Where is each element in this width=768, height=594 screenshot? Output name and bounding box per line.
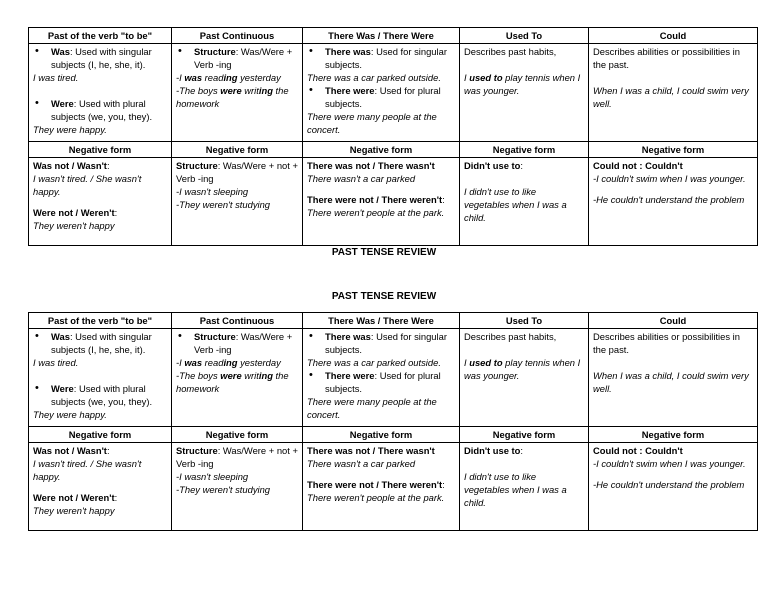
neg-structure: Structure: Was/Were + not + Verb -ing — [176, 445, 298, 469]
cell-could-negative — [589, 443, 758, 531]
header-used-to: Used To — [460, 313, 589, 329]
cell-there-positive — [303, 44, 460, 142]
negative-header-could: Negative form — [589, 142, 758, 158]
example-continuous-2: -The boys were writing the homework — [176, 85, 289, 109]
negative-header-continuous: Negative form — [172, 427, 303, 443]
example-could: When I was a child, I could swim very well. — [593, 370, 749, 394]
neg-were-term: Were not / Weren't: — [33, 207, 118, 218]
example-continuous-1: -I was reading yesterday — [176, 357, 281, 368]
used-to-desc: Describes past habits, — [464, 46, 557, 57]
bullet-there-were: • There were: Used for plural subjects. — [307, 369, 455, 395]
could-desc: Describes abilities or possibilities in the past. — [593, 331, 740, 355]
neg-was-term: Was not / Wasn't: — [33, 160, 110, 171]
neg-example-used-to: I didn't use to like vegetables when I was a child. — [464, 186, 567, 223]
example-were: They were happy. — [33, 409, 107, 420]
example-there-was: There was a car parked outside. — [307, 357, 441, 368]
neg-there-was-term: There was not / There wasn't — [307, 160, 435, 171]
header-row — [29, 313, 758, 329]
negative-header-there: Negative form — [303, 142, 460, 158]
neg-example-used-to: I didn't use to like vegetables when I was a child. — [464, 471, 567, 508]
example-there-were: There were many people at the concert. — [307, 396, 437, 420]
neg-example-were: They weren't happy — [33, 505, 115, 516]
negative-header-continuous: Negative form — [172, 142, 303, 158]
example-was: I was tired. — [33, 72, 79, 83]
cell-to-be-negative — [29, 158, 172, 246]
negative-header-to-be: Negative form — [29, 142, 172, 158]
cell-there-negative — [303, 158, 460, 246]
neg-there-were-term: There were not / There weren't: — [307, 194, 445, 205]
review-table-1 — [28, 27, 758, 246]
negative-row — [29, 443, 758, 531]
could-desc: Describes abilities or possibilities in the past. — [593, 46, 740, 70]
cell-continuous-negative — [172, 158, 303, 246]
neg-example-continuous-1: -I wasn't sleeping — [176, 186, 249, 197]
neg-example-continuous-2: -They weren't studying — [176, 484, 271, 495]
example-were: They were happy. — [33, 124, 107, 135]
bullet-there-were: • There were: Used for plural subjects. — [307, 84, 455, 110]
header-there-was: There Was / There Were — [303, 313, 460, 329]
neg-example-was: I wasn't tired. / She wasn't happy. — [33, 458, 142, 482]
example-used-to: I used to play tennis when I was younger. — [464, 357, 581, 381]
bullet-was: • Was: Used with singular subjects (I, he, she, it). — [33, 330, 167, 356]
cell-used-to-positive — [460, 329, 589, 427]
review-table-2 — [28, 312, 758, 531]
header-row — [29, 28, 758, 44]
page-title-1: PAST TENSE REVIEW — [331, 247, 437, 258]
bullet-structure: • Structure: Was/Were + Verb -ing — [176, 45, 298, 71]
header-could: Could — [589, 28, 758, 44]
cell-used-to-negative — [460, 158, 589, 246]
neg-could-term: Could not : Couldn't — [593, 445, 683, 456]
negative-row — [29, 158, 758, 246]
neg-structure: Structure: Was/Were + not + Verb -ing — [176, 160, 298, 184]
negative-header-could: Negative form — [589, 427, 758, 443]
cell-continuous-negative — [172, 443, 303, 531]
bullet-were: • Were: Used with plural subjects (we, you, they). — [33, 382, 167, 408]
bullet-there-was: • There was: Used for singular subjects. — [307, 45, 455, 71]
used-to-desc: Describes past habits, — [464, 331, 557, 342]
neg-example-there-was: There wasn't a car parked — [307, 173, 416, 184]
header-used-to: Used To — [460, 28, 589, 44]
cell-to-be-positive — [29, 44, 172, 142]
bullet-was: • Was: Used with singular subjects (I, he, she, it). — [33, 45, 167, 71]
neg-example-there-were: There weren't people at the park. — [307, 492, 445, 503]
bullet-there-was: • There was: Used for singular subjects. — [307, 330, 455, 356]
example-there-were: There were many people at the concert. — [307, 111, 437, 135]
header-to-be: Past of the verb "to be" — [29, 28, 172, 44]
header-to-be: Past of the verb "to be" — [29, 313, 172, 329]
negative-header-to-be: Negative form — [29, 427, 172, 443]
neg-example-could-1: -I couldn't swim when I was younger. — [593, 173, 746, 184]
negative-header-row — [29, 427, 758, 443]
bullet-structure: • Structure: Was/Were + Verb -ing — [176, 330, 298, 356]
positive-row — [29, 44, 758, 142]
header-there-was: There Was / There Were — [303, 28, 460, 44]
header-past-continuous: Past Continuous — [172, 28, 303, 44]
example-used-to: I used to play tennis when I was younger. — [464, 72, 581, 96]
header-could: Could — [589, 313, 758, 329]
example-was: I was tired. — [33, 357, 79, 368]
example-continuous-1: -I was reading yesterday — [176, 72, 281, 83]
neg-example-were: They weren't happy — [33, 220, 115, 231]
cell-used-to-positive — [460, 44, 589, 142]
negative-header-there: Negative form — [303, 427, 460, 443]
neg-used-to-term: Didn't use to: — [464, 445, 524, 456]
negative-header-used-to: Negative form — [460, 142, 589, 158]
cell-could-positive — [589, 44, 758, 142]
neg-example-continuous-2: -They weren't studying — [176, 199, 271, 210]
neg-were-term: Were not / Weren't: — [33, 492, 118, 503]
cell-there-positive — [303, 329, 460, 427]
cell-could-negative — [589, 158, 758, 246]
neg-there-was-term: There was not / There wasn't — [307, 445, 435, 456]
cell-to-be-negative — [29, 443, 172, 531]
cell-continuous-positive — [172, 44, 303, 142]
neg-example-continuous-1: -I wasn't sleeping — [176, 471, 249, 482]
example-could: When I was a child, I could swim very well. — [593, 85, 749, 109]
neg-example-there-were: There weren't people at the park. — [307, 207, 445, 218]
cell-used-to-negative — [460, 443, 589, 531]
neg-used-to-term: Didn't use to: — [464, 160, 524, 171]
negative-header-row — [29, 142, 758, 158]
cell-could-positive — [589, 329, 758, 427]
neg-could-term: Could not : Couldn't — [593, 160, 683, 171]
neg-example-could-2: -He couldn't understand the problem — [593, 479, 745, 490]
negative-header-used-to: Negative form — [460, 427, 589, 443]
neg-example-there-was: There wasn't a car parked — [307, 458, 416, 469]
review-table-1-container — [28, 27, 757, 246]
page-title-2: PAST TENSE REVIEW — [331, 291, 437, 302]
example-continuous-2: -The boys were writing the homework — [176, 370, 289, 394]
neg-there-were-term: There were not / There weren't: — [307, 479, 445, 490]
neg-example-was: I wasn't tired. / She wasn't happy. — [33, 173, 142, 197]
bullet-were: • Were: Used with plural subjects (we, you, they). — [33, 97, 167, 123]
neg-example-could-1: -I couldn't swim when I was younger. — [593, 458, 746, 469]
neg-was-term: Was not / Wasn't: — [33, 445, 110, 456]
neg-example-could-2: -He couldn't understand the problem — [593, 194, 745, 205]
review-table-2-container — [28, 312, 757, 531]
cell-continuous-positive — [172, 329, 303, 427]
header-past-continuous: Past Continuous — [172, 313, 303, 329]
cell-there-negative — [303, 443, 460, 531]
example-there-was: There was a car parked outside. — [307, 72, 441, 83]
cell-to-be-positive — [29, 329, 172, 427]
positive-row — [29, 329, 758, 427]
